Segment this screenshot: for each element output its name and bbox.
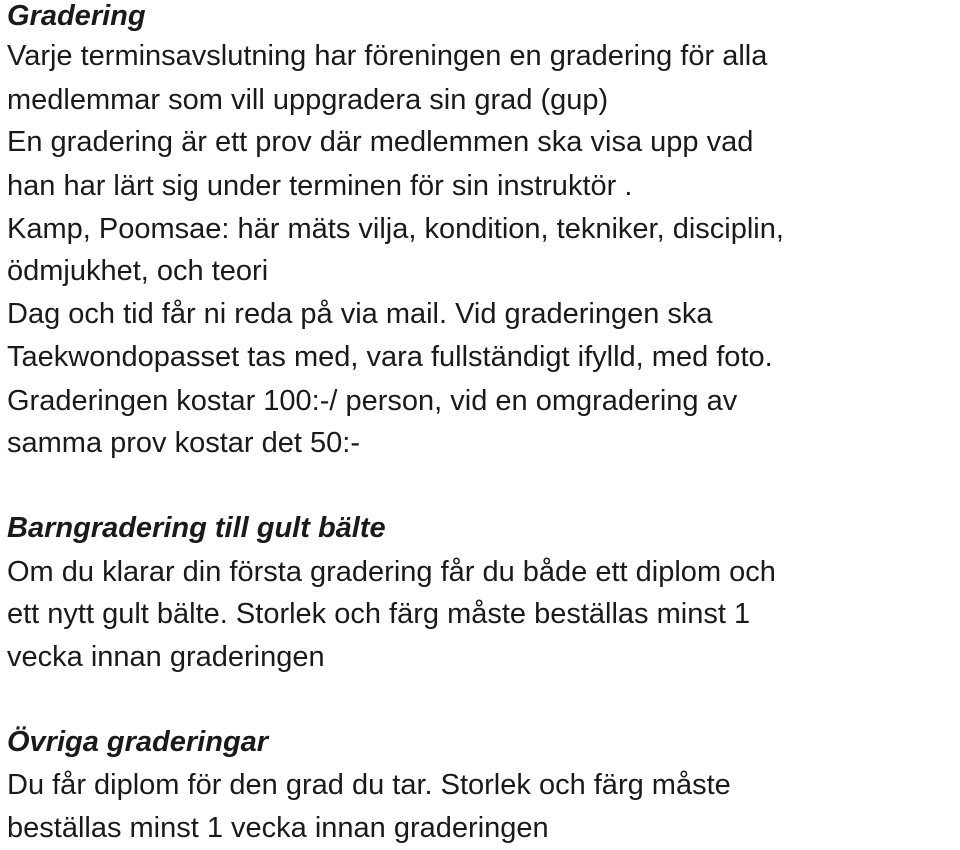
paragraph-line: ett nytt gult bälte. Storlek och färg måste beställas minst 1 xyxy=(7,598,751,630)
paragraph-line: Varje terminsavslutning har föreningen en gradering för alla xyxy=(7,40,768,72)
paragraph-line: Graderingen kostar 100:-/ person, vid en omgradering av xyxy=(7,385,738,417)
paragraph-line: medlemmar som vill uppgradera sin grad (gup) xyxy=(7,84,609,116)
paragraph-line: ödmjukhet, och teori xyxy=(7,255,269,287)
section-heading-ovriga-graderingar: Övriga graderingar xyxy=(7,726,269,758)
paragraph-line: En gradering är ett prov där medlemmen ska visa upp vad xyxy=(7,126,754,158)
paragraph-line: samma prov kostar det 50:- xyxy=(7,427,360,459)
paragraph-line: Om du klarar din första gradering får du både ett diplom och xyxy=(7,556,776,588)
section-heading-barngradering: Barngradering till gult bälte xyxy=(7,512,386,544)
paragraph-line: Du får diplom för den grad du tar. Storlek och färg måste xyxy=(7,769,731,801)
paragraph-line: Taekwondopasset tas med, vara fullständigt ifylld, med foto. xyxy=(7,341,773,373)
paragraph-line: han har lärt sig under terminen för sin instruktör . xyxy=(7,170,633,202)
paragraph-line: Kamp, Poomsae: här mäts vilja, kondition, tekniker, disciplin, xyxy=(7,213,784,245)
section-heading-gradering: Gradering xyxy=(7,0,146,32)
paragraph-line: vecka innan graderingen xyxy=(7,641,325,673)
paragraph-line: beställas minst 1 vecka innan graderingen xyxy=(7,812,549,844)
paragraph-line: Dag och tid får ni reda på via mail. Vid graderingen ska xyxy=(7,298,713,330)
